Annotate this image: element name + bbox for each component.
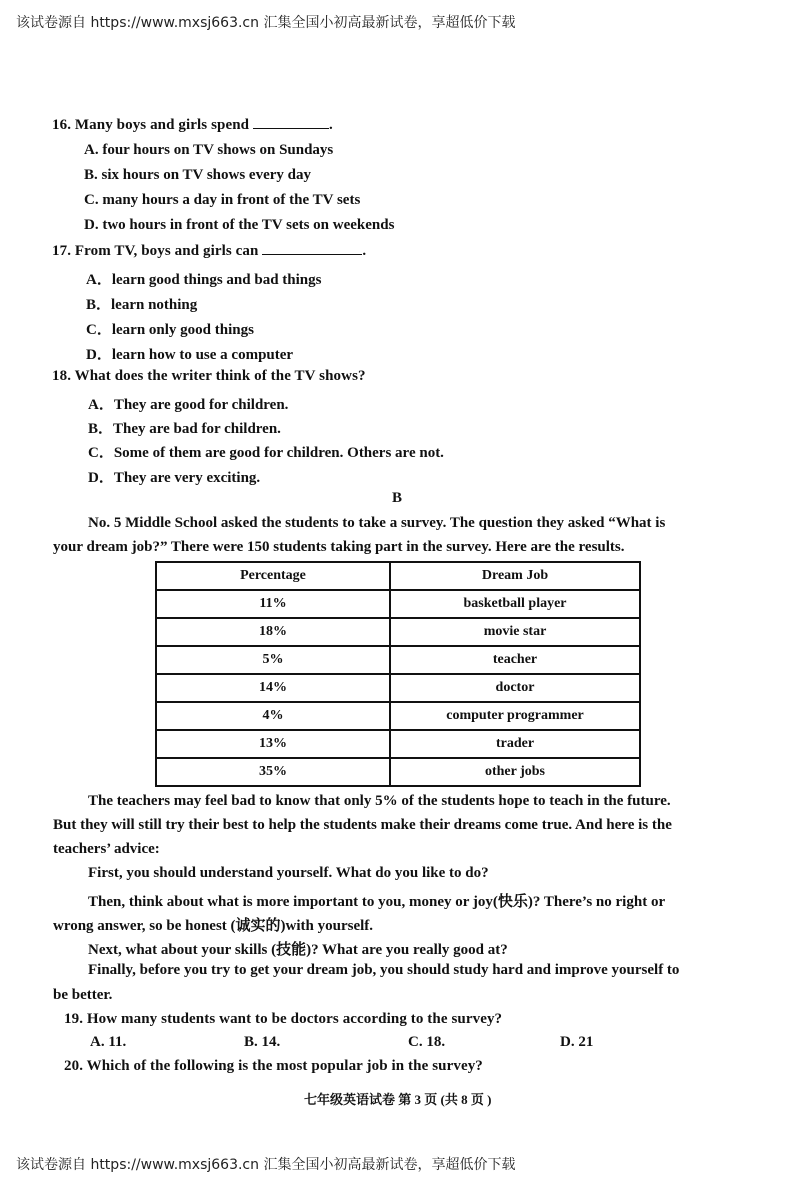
table-cell-percentage: 18% (156, 618, 390, 646)
q17-stem-text: 17. From TV, boys and girls can (52, 243, 259, 259)
page-footer: 七年级英语试卷 第 3 页 (共 8 页 ) (304, 1092, 492, 1107)
table-row (156, 674, 640, 702)
q19-stem: 19. How many students want to be doctors according to the survey? (64, 1011, 503, 1027)
table-cell-percentage: 13% (156, 730, 390, 758)
table-cell-percentage: 5% (156, 646, 390, 674)
table-cell-percentage: 11% (156, 590, 390, 618)
q16-option-c: C. many hours a day in front of the TV sets (84, 192, 361, 208)
survey-table (155, 561, 641, 787)
table-row (156, 618, 640, 646)
q17-stem-end: . (362, 243, 367, 259)
table-cell-job: doctor (390, 674, 640, 702)
passage-line-4: First, you should understand yourself. What do you like to do? (88, 865, 489, 881)
q17-option-d: D．learn how to use a computer (86, 347, 294, 363)
table-cell-job: basketball player (390, 590, 640, 618)
passage-line-6: wrong answer, so be honest (诚实的)with yourself. (53, 918, 374, 934)
table-header-percentage: Percentage (156, 562, 390, 590)
passage-line-3: teachers’ advice: (53, 841, 160, 857)
table-cell-job: trader (390, 730, 640, 758)
section-b-intro-line1: No. 5 Middle School asked the students to take a survey. The question they asked “What is (88, 515, 666, 531)
table-cell-percentage: 35% (156, 758, 390, 786)
table-row (156, 758, 640, 786)
q17-option-a: A．learn good things and bad things (86, 272, 322, 288)
table-cell-job: teacher (390, 646, 640, 674)
q20-stem: 20. Which of the following is the most popular job in the survey? (64, 1058, 483, 1074)
passage-line-7: Next, what about your skills (技能)? What are you really good at? (88, 942, 508, 958)
table-cell-job: computer programmer (390, 702, 640, 730)
q18-option-d: D．They are very exciting. (88, 470, 261, 486)
q19-option-b: B. 14. (244, 1034, 281, 1050)
table-cell-percentage: 14% (156, 674, 390, 702)
q16-option-d: D. two hours in front of the TV sets on weekends (84, 217, 395, 233)
q16-blank (253, 128, 329, 129)
passage-line-2: But they will still try their best to help the students make their dreams come true. And here is the (53, 817, 672, 833)
table-row (156, 702, 640, 730)
footer-source-text: 该试卷源自 https://www.mxsj663.cn 汇集全国小初高最新试卷，享超低价下载 (16, 1157, 516, 1173)
table-header-row (156, 562, 640, 590)
q16-stem-text: 16. Many boys and girls spend (52, 117, 250, 133)
q16-stem-end: . (328, 117, 333, 133)
table-cell-percentage: 4% (156, 702, 390, 730)
q17-blank (262, 254, 362, 255)
q19-option-c: C. 18. (408, 1034, 446, 1050)
q18-stem: 18. What does the writer think of the TV shows? (52, 368, 366, 384)
table-row (156, 730, 640, 758)
q16-option-a: A. four hours on TV shows on Sundays (84, 142, 334, 158)
passage-line-5: Then, think about what is more important to you, money or joy(快乐)? There’s no right or (88, 894, 666, 910)
q17-option-b: B．learn nothing (86, 297, 198, 313)
table-header-dream-job: Dream Job (390, 562, 640, 590)
passage-line-1: The teachers may feel bad to know that only 5% of the students hope to teach in the future. (88, 793, 671, 809)
q18-option-c: C．Some of them are good for children. Others are not. (88, 445, 444, 461)
table-row (156, 590, 640, 618)
section-b-title: B (392, 490, 403, 506)
table-cell-job: other jobs (390, 758, 640, 786)
q18-option-a: A．They are good for children. (88, 397, 289, 413)
q19-option-d: D. 21 (560, 1034, 594, 1050)
q16-stem (52, 117, 333, 134)
passage-line-9: be better. (53, 987, 113, 1003)
q17-option-c: C．learn only good things (86, 322, 254, 338)
section-b-intro-line2: your dream job?” There were 150 students taking part in the survey. Here are the results. (53, 539, 625, 555)
table-cell-job: movie star (390, 618, 640, 646)
passage-line-8: Finally, before you try to get your dream job, you should study hard and improve yourself to (88, 962, 680, 978)
q16-option-b: B. six hours on TV shows every day (84, 167, 311, 183)
table-row (156, 646, 640, 674)
q17-stem (52, 243, 366, 260)
q19-option-a: A. 11. (90, 1034, 127, 1050)
header-source-text: 该试卷源自 https://www.mxsj663.cn 汇集全国小初高最新试卷，享超低价下载 (16, 15, 516, 31)
q18-option-b: B．They are bad for children. (88, 421, 281, 437)
